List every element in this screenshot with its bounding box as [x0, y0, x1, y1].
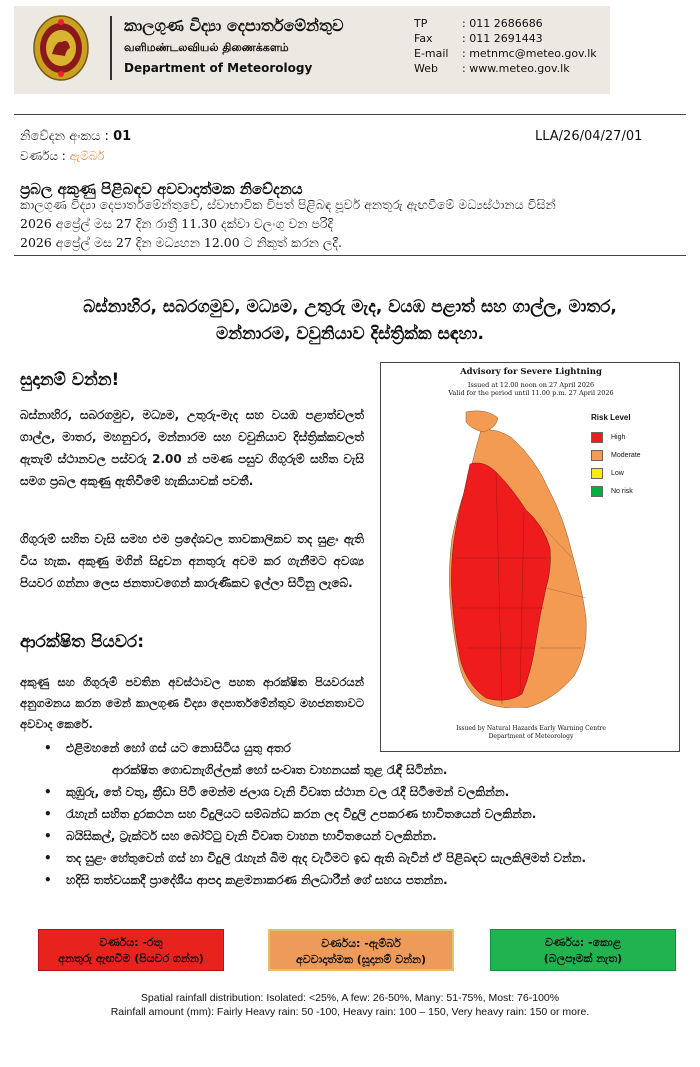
list-item-text: තද සුළං හේතුවෙන් ගස් හා විදුලි රැහැන් බිම ඇද වැටීමට ඉඩ ඇති බැවින් ඒ පිළිබඳව සැලකිලිමත් වන්න.	[66, 851, 587, 865]
attention-heading: සුදානම් වන්න!	[20, 370, 120, 390]
list-item-text: එළිමහනේ හෝ ගස් යට නොසිටිය යුතු අතර	[66, 741, 291, 755]
contact-value[interactable]: : www.meteo.gov.lk	[462, 62, 570, 75]
list-item	[20, 847, 680, 869]
map-issued: Issued at 12.00 noon on 27 April 2026	[467, 381, 595, 389]
rainfall-amount-note: Rainfall amount (mm): Fairly Heavy rain: 50 -100, Heavy rain: 100 – 150, Very heavy rain: 150 or more.	[110, 1006, 590, 1018]
list-item	[20, 737, 400, 759]
list-item-text: බයිසිකල්, ට්‍රැක්ටර් සහ බෝට්ටු වැනි විවෘත වාහන භාවිතයෙන් වලකින්න.	[66, 829, 437, 843]
category-value: ඇම්බර්	[69, 149, 105, 163]
legend-swatch	[591, 486, 603, 497]
legend-item-high	[591, 428, 641, 446]
legend-label: Moderate	[611, 451, 641, 459]
warning-level-title: වර්ණය: -රතු	[99, 936, 163, 949]
list-item	[20, 825, 680, 847]
list-item	[20, 781, 680, 803]
contact-value: : 011 2691443	[462, 32, 543, 45]
letterhead	[14, 6, 610, 94]
contact-row-fax	[414, 31, 597, 46]
divider	[14, 114, 686, 115]
warning-level-desc: අවවාදාත්මක (සූදානම් වන්න)	[296, 953, 426, 966]
legend-swatch	[591, 432, 603, 443]
sri-lanka-map	[426, 408, 596, 708]
contact-block	[414, 16, 597, 76]
precautions-list	[20, 737, 680, 891]
jaffna-area	[466, 411, 498, 432]
legend-item-moderate	[591, 446, 641, 464]
warning-level-title: වර්ණය: -කොළ	[544, 936, 622, 949]
contact-row-web	[414, 61, 597, 76]
legend-label: Low	[611, 469, 624, 477]
notice-number-value: 01	[113, 129, 132, 144]
legend-swatch	[591, 450, 603, 461]
dept-name-sinhala: කාලගුණ විද්‍යා දෙපාර්තමේන්තුව	[124, 16, 344, 35]
map-valid: Valid for the period until 11.00 p.m. 27 April 2026	[448, 389, 614, 397]
notice-title: ප්‍රබල අකුණු පිළිබඳව අවවාදාත්මක නිවේදනය	[20, 180, 303, 198]
map-legend	[591, 413, 641, 500]
notice-reference: LLA/26/04/27/01	[535, 129, 643, 144]
department-names	[124, 16, 404, 78]
dept-name-tamil: வளிமண்டலவியல் திணைக்களம்	[124, 41, 289, 54]
lightning-risk-map	[380, 362, 680, 752]
contact-label: TP	[414, 17, 428, 30]
contact-row-email	[414, 46, 597, 61]
contact-value[interactable]: : metnmc@meteo.gov.lk	[462, 47, 597, 60]
category-label: වර්ණය :	[20, 149, 66, 163]
contact-value: : 011 2686686	[462, 17, 543, 30]
precautions-intro: අකුණු සහ ගිගුරුම් පවතින අවස්ථාවල පහත ආරක්ෂිත පියවරයන් අනුගමනය කරන මෙන් කාලගුණ විද්‍යා දෙපාර්තමේන්තුව මහජනතාවට අවවාද කෙරේ.	[20, 675, 364, 731]
rainfall-distribution-note: Spatial rainfall distribution: Isolated: <25%, A few: 26-50%, Many: 51-75%, Most: 76-100%	[140, 992, 560, 1004]
legend-label: High	[611, 433, 626, 441]
contact-label: Web	[414, 62, 438, 75]
warning-level-desc: (බලපෑමක් නැත)	[543, 952, 623, 965]
list-item-text: කුඹුරු, තේ වතු, ක්‍රීඩා පිටි මෙන්ම ජලාශ වැනි විවෘත ස්ථාන වල රැදී සිටීමෙන් වලකින්න.	[66, 785, 510, 799]
warning-level-desc: අනතුරු ඇඟවීම (පියවර ගන්න)	[58, 952, 204, 965]
legend-item-low	[591, 464, 641, 482]
issue-line: 2026 අප්‍රේල් මස 27 දින මධ්‍යහන 12.00 ට නිකුත් කරන ලදී.	[20, 235, 342, 250]
district-list	[20, 294, 680, 348]
district-line: බස්නාහිර, සබරගමුව, මධ්‍යම, උතුරු මැද, වයඹ පළාත් සහ ගාල්ල, මාතර,	[83, 297, 617, 317]
forecast-paragraph: බස්නාහිර, සබරගමුව, මධ්‍යම, උතුරු-මැද සහ වයඹ පළාත්වලත් ගාල්ල, මාතර, මහනුවර, මන්නාරම සහ වවුනියාව දිස්ත්‍රික්කවලත් ඇතැම් ස්ථානවල පස්වරු 2.00 න් පමණ පසුව ගිගුරුම් සහිත වැසි සමග ප්‍රබල අකුණු ඇතිවීමේ හැකියාවක් පවතී.	[20, 408, 364, 488]
list-item	[20, 803, 680, 825]
advice-paragraph: ගිගුරුම් සහිත වැසි සමහ එම ප්‍රදේශවල තාවකාලිකව තද සුළං ඇති විය හැක. අකුණු මගින් සිදුවන අනතුරු අවම කර ගැනීමට අවශ්‍ය පියවර ගන්නා ලෙස ජනතාවගෙන් කාරුණිකව ඉල්ලා සිටිනු ලැබේ.	[20, 532, 364, 590]
list-item-text: රැහැන් සහිත දුරකථන සහ විදුලියට සම්බන්ධ කරන ලද විදුලි උපකරණ භාවිතයෙන් වලකින්න.	[66, 807, 537, 821]
district-line: මන්නාරම, වවුනියාව දිස්ත්‍රික්ක සඳහා.	[216, 324, 484, 344]
issue-line: කාලගුණ විද්‍යා දෙපාර්තමේන්තුවේ, ස්වාභාවික විපත් පිළිබඳ පූර්ව අනතුරු ඇඟවීමේ මධ්‍යස්ථානය විසින්	[20, 197, 556, 212]
legend-item-no-risk	[591, 482, 641, 500]
contact-row-tp	[414, 16, 597, 31]
list-item	[20, 869, 680, 891]
contact-label: E-mail	[414, 47, 449, 60]
sri-lanka-emblem-icon	[32, 14, 90, 82]
header-divider	[110, 16, 112, 80]
issue-line: 2026 අප්‍රේල් මස 27 දින රාත්‍රී 11.30 දක්වා වලංගු වන පරිදි	[20, 216, 334, 231]
map-title: Advisory for Severe Lightning	[460, 367, 602, 377]
list-item-text: ආරක්ෂිත ගොඩනැගිල්ලක් හෝ සංවෘත වාහනයක් තුළ රැඳී සිටින්න.	[112, 763, 448, 777]
warning-level-amber	[268, 929, 454, 971]
warning-level-red	[38, 929, 224, 971]
precautions-heading: ආරක්ෂිත පියවර:	[20, 632, 144, 652]
notice-number	[20, 129, 131, 144]
legend-label: No risk	[611, 487, 633, 495]
list-item-continuation	[20, 759, 680, 781]
dept-name-english: Department of Meteorology	[124, 61, 313, 75]
legend-swatch	[591, 468, 603, 479]
legend-title: Risk Level	[591, 413, 631, 422]
divider	[14, 255, 686, 256]
notice-category	[20, 149, 105, 164]
list-item-text: හදිසි තත්වයකදී ප්‍රාදේශීය ආපදා කළමනාකරණ නිලධාරීන් ගේ සහය පතන්න.	[66, 873, 448, 887]
warning-level-title: වර්ණය: -ඇම්බර්	[321, 937, 401, 950]
notice-number-label: නිවේදන අංකය :	[20, 129, 109, 144]
warning-level-green	[490, 929, 676, 971]
map-footer: Department of Meteorology	[488, 733, 574, 740]
contact-label: Fax	[414, 32, 433, 45]
map-footer: Issued by Natural Hazards Early Warning Centre	[456, 725, 606, 732]
